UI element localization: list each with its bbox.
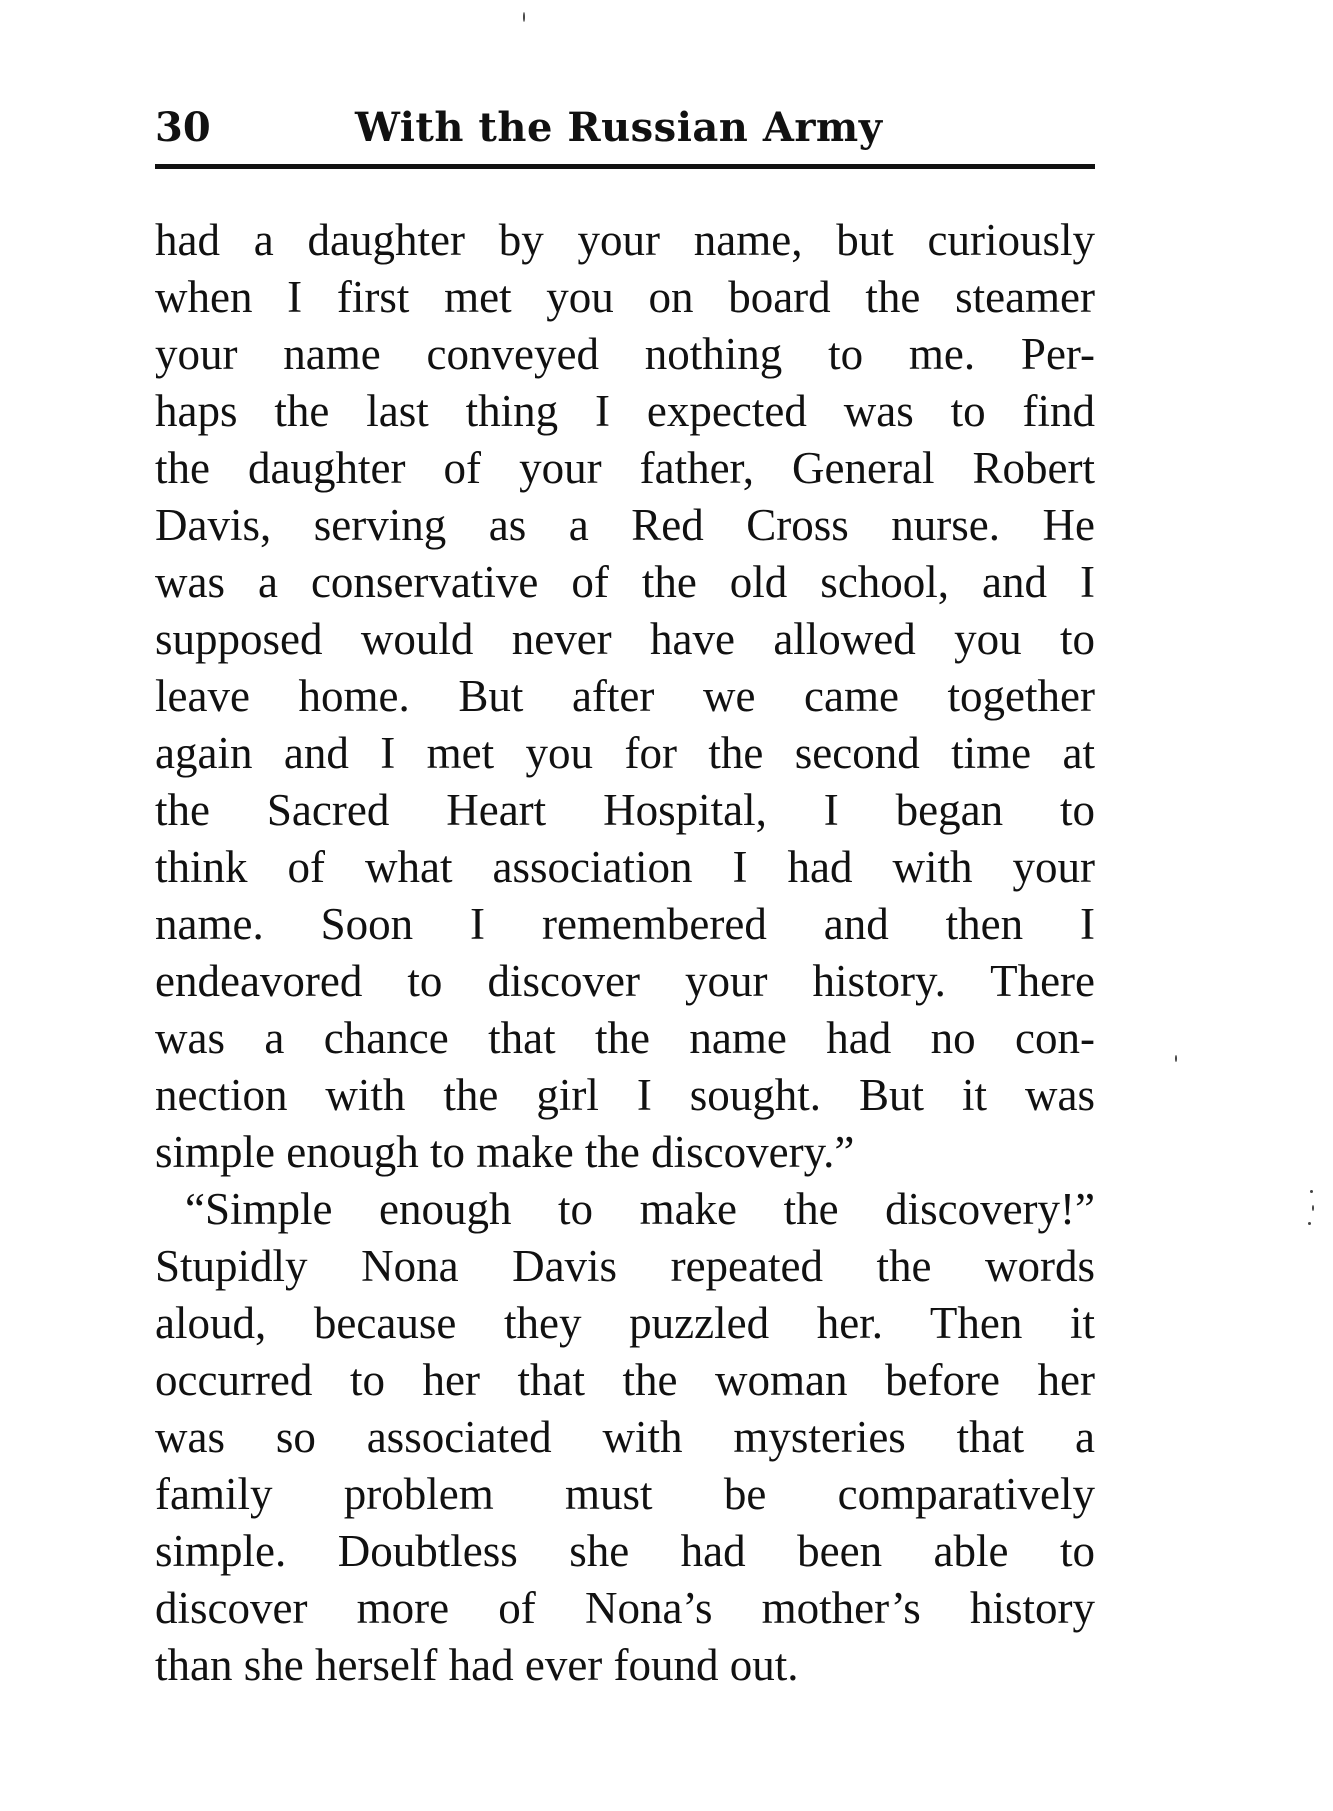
text-line: supposed would never have allowed you to: [155, 614, 1095, 664]
body-text: [155, 212, 1095, 1694]
text-line: nection with the girl I sought. But it was: [155, 1070, 1095, 1120]
text-line: again and I met you for the second time at: [155, 728, 1095, 778]
text-line: was a conservative of the old school, and I: [155, 557, 1095, 607]
text-line: family problem must be comparatively: [155, 1469, 1095, 1519]
text-line: think of what association I had with your: [155, 842, 1095, 892]
text-line: the Sacred Heart Hospital, I began to: [155, 785, 1095, 835]
scan-speck: [1310, 1190, 1313, 1193]
text-line: Davis, serving as a Red Cross nurse. He: [155, 500, 1095, 550]
page-header: [155, 100, 1095, 170]
scan-speck: [1175, 1055, 1177, 1062]
paragraph-2: [155, 1181, 1095, 1694]
text-line: “Simple enough to make the discovery!”: [185, 1184, 1095, 1234]
text-line: simple enough to make the discovery.”: [155, 1127, 855, 1177]
scan-speck: [1312, 1205, 1314, 1211]
scan-speck: [523, 12, 525, 22]
header-rule: [155, 164, 1095, 169]
text-line: your name conveyed nothing to me. Per-: [155, 329, 1095, 379]
text-line: endeavored to discover your history. There: [155, 956, 1095, 1006]
text-line: leave home. But after we came together: [155, 671, 1095, 721]
scan-speck: [1308, 1222, 1311, 1225]
text-line: had a daughter by your name, but curiously: [155, 215, 1095, 265]
text-line: was a chance that the name had no con-: [155, 1013, 1095, 1063]
text-line: name. Soon I remembered and then I: [155, 899, 1095, 949]
text-line: aloud, because they puzzled her. Then it: [155, 1298, 1095, 1348]
text-line: simple. Doubtless she had been able to: [155, 1526, 1095, 1576]
text-line: haps the last thing I expected was to find: [155, 386, 1095, 436]
paragraph-1: [155, 212, 1095, 1181]
text-line: occurred to her that the woman before her: [155, 1355, 1095, 1405]
text-line: was so associated with mysteries that a: [155, 1412, 1095, 1462]
text-line: Stupidly Nona Davis repeated the words: [155, 1241, 1095, 1291]
text-line: than she herself had ever found out.: [155, 1640, 799, 1690]
text-line: discover more of Nona’s mother’s history: [155, 1583, 1095, 1633]
page-number: 30: [155, 104, 211, 151]
running-title: With the Russian Army: [355, 104, 883, 151]
text-line: the daughter of your father, General Robert: [155, 443, 1095, 493]
text-line: when I first met you on board the steamer: [155, 272, 1095, 322]
